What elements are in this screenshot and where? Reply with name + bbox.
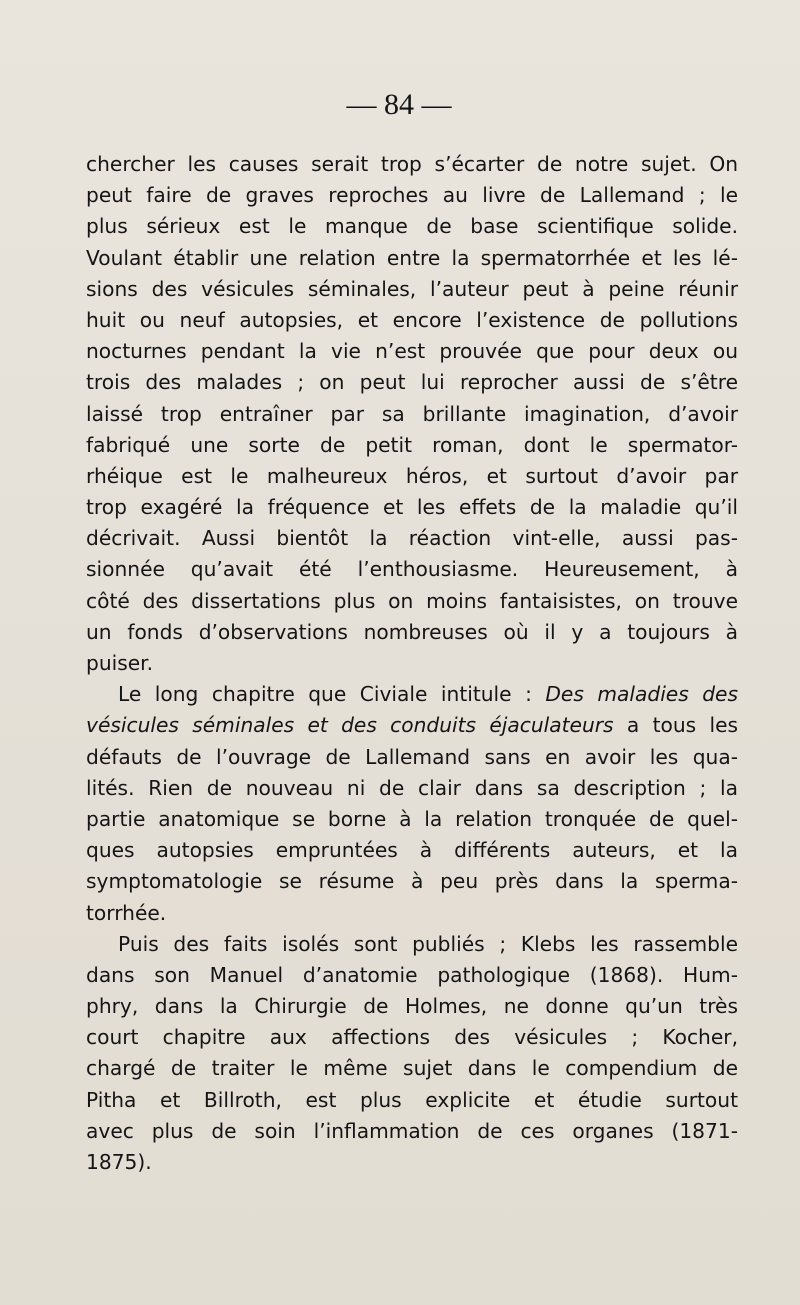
text-line: Pitha et Billroth, est plus explicite et étudie surtout [86, 1087, 738, 1112]
text-line: phry, dans la Chirurgie de Holmes, ne donne qu’un très [86, 994, 738, 1019]
text-line: torrhée. [86, 900, 167, 925]
text-line: sions des vésicules séminales, l’auteur peut à peine réunir [86, 276, 738, 301]
text-line: Puis des faits isolés sont publiés ; Klebs les rassemble [118, 931, 738, 956]
text-line: lités. Rien de nouveau ni de clair dans sa description ; la [86, 775, 738, 800]
text-line: symptomatologie se résume à peu près dans la sperma- [86, 869, 738, 894]
text-line: nocturnes pendant la vie n’est prouvée que pour deux ou [86, 339, 738, 364]
text-line: côté des dissertations plus on moins fantaisistes, on trouve [86, 588, 738, 613]
text-line: puiser. [86, 651, 154, 675]
book-title-part-2: vésicules séminales et des conduits éjaculateurs [86, 713, 614, 738]
text-line: ques autopsies empruntées à différents auteurs, et la [86, 838, 738, 863]
text-line: sionnée qu’avait été l’enthousiasme. Heureusement, à [86, 557, 738, 582]
text-line: trois des malades ; on peut lui reprocher aussi de s’être [86, 370, 738, 395]
text-line: défauts de l’ouvrage de Lallemand sans en avoir les qua- [86, 744, 738, 769]
text-line: huit ou neuf autopsies, et encore l’existence de pollutions [86, 307, 738, 332]
text-line: 1875). [86, 1150, 152, 1174]
text-line: Voulant établir une relation entre la spermatorrhée et les lé- [86, 245, 738, 270]
book-title-part-1: Des maladies des [545, 682, 738, 707]
text-line: peut faire de graves reproches au livre de Lallemand ; le [86, 183, 738, 208]
text-line: chargé de traiter le même sujet dans le compendium de [86, 1056, 738, 1081]
text-line: décrivait. Aussi bientôt la réaction vint-elle, aussi pas- [86, 526, 738, 551]
text-line: laissé trop entraîner par sa brillante imagination, d’avoir [86, 401, 738, 426]
paragraph-3 [86, 929, 738, 1179]
text-line: dans son Manuel d’anatomie pathologique (1868). Hum- [86, 962, 738, 987]
text-run: Le long chapitre que Civiale intitule : [118, 682, 546, 707]
text-line: fabriqué une sorte de petit roman, dont le spermator- [86, 432, 738, 457]
paragraph-2 [86, 679, 738, 929]
text-line: partie anatomique se borne à la relation tronquée de quel- [86, 806, 738, 831]
text-line [86, 679, 738, 710]
text-line: plus sérieux est le manque de base scientifique solide. [86, 214, 738, 239]
text-line [86, 710, 738, 741]
paragraph-1 [86, 149, 738, 679]
text-run: a tous les [613, 713, 739, 738]
text-line: un fonds d’observations nombreuses où il y a toujours à [86, 619, 738, 644]
body-text [86, 149, 738, 1178]
text-line: chercher les causes serait trop s’écarter de notre sujet. On [86, 152, 738, 176]
page-number: — 84 — [346, 88, 452, 121]
text-line: court chapitre aux affections des vésicules ; Kocher, [86, 1025, 738, 1050]
text-line: rhéique est le malheureux héros, et surtout d’avoir par [86, 463, 738, 488]
text-line: trop exagéré la fréquence et les effets de la maladie qu’il [86, 495, 738, 520]
text-line: avec plus de soin l’inflammation de ces organes (1871- [86, 1118, 738, 1143]
